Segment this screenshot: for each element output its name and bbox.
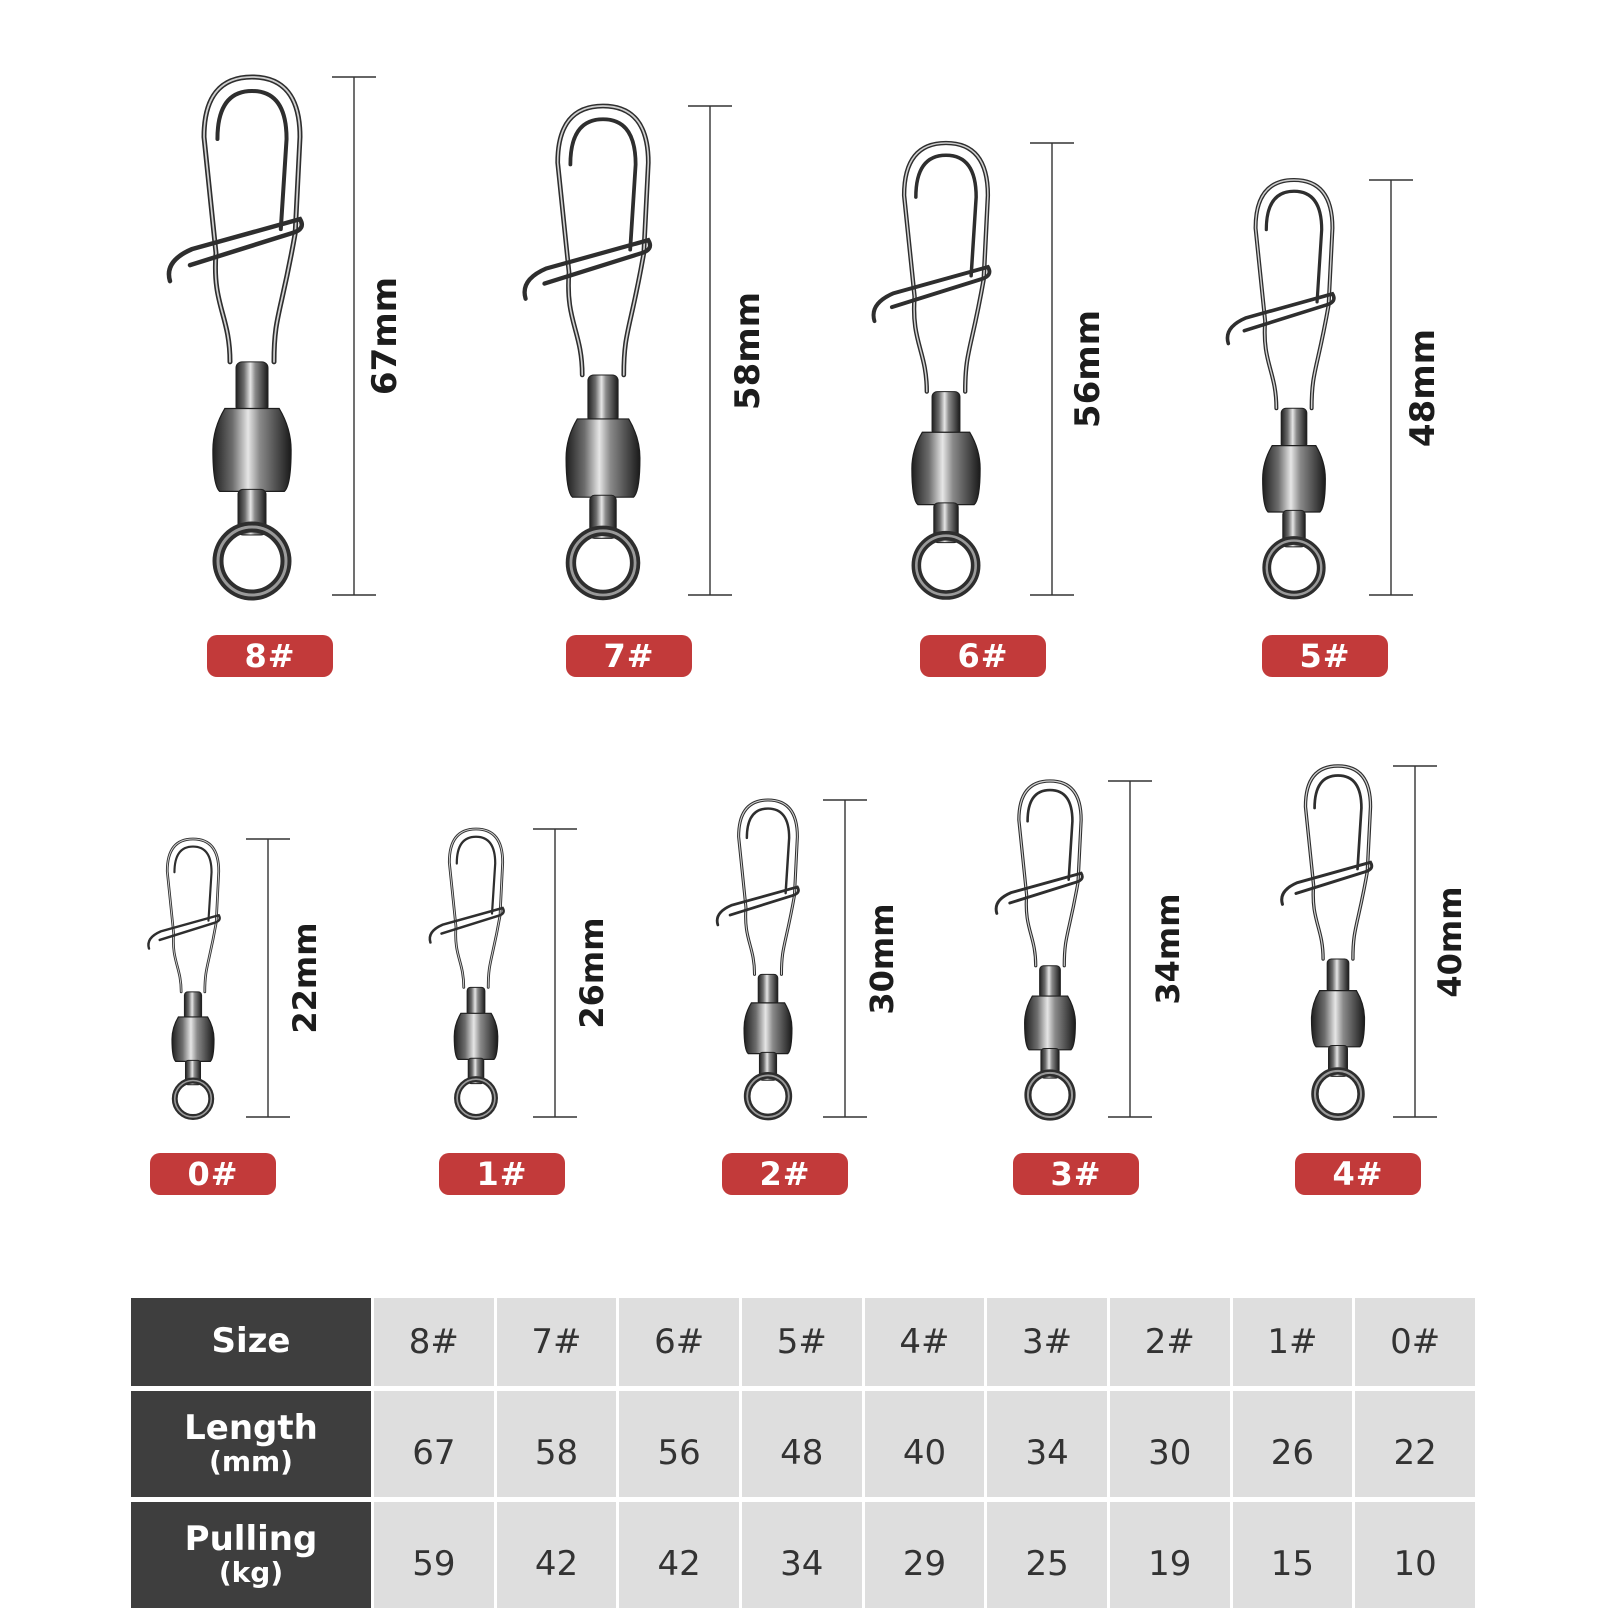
length-label: 40mm — [1431, 885, 1469, 998]
length-cell: 22 — [1355, 1391, 1475, 1497]
length-cell: 34 — [987, 1391, 1107, 1497]
swivel-3 — [1227, 180, 1333, 595]
size-cell: 7# — [497, 1298, 617, 1386]
pulling-header — [131, 1502, 371, 1608]
swivel-barrel — [172, 1017, 214, 1061]
pulling-cell: 10 — [1355, 1502, 1475, 1608]
swivel-2 — [874, 143, 990, 595]
pulling-cell: 25 — [987, 1502, 1107, 1608]
swivel-neck — [467, 987, 485, 1015]
length-label: 58mm — [728, 291, 768, 410]
swivel-barrel — [1263, 446, 1326, 512]
length-label: 67mm — [365, 276, 405, 396]
pulling-cell: 59 — [374, 1502, 494, 1608]
pulling-cell: 42 — [619, 1502, 739, 1608]
size-badge: 5# — [1262, 635, 1388, 677]
pulling-cell: 15 — [1233, 1502, 1353, 1608]
swivel-6 — [717, 800, 798, 1117]
size-badge: 2# — [722, 1153, 848, 1195]
swivel-barrel — [744, 1003, 792, 1054]
swivel-barrel — [213, 409, 291, 492]
swivel-neck — [588, 375, 618, 423]
swivel-8 — [1282, 766, 1372, 1117]
length-unit-label: (mm) — [209, 1445, 293, 1479]
swivel-neck — [758, 974, 778, 1005]
swivel-neck — [932, 392, 960, 436]
size-badge: 3# — [1013, 1153, 1139, 1195]
length-cell: 26 — [1233, 1391, 1353, 1497]
swivel-barrel — [566, 419, 640, 497]
size-cell: 2# — [1110, 1298, 1230, 1386]
size-cell: 1# — [1233, 1298, 1353, 1386]
size-header-label: Size — [211, 1321, 291, 1362]
swivel-barrel — [1312, 991, 1365, 1047]
length-label: 48mm — [1403, 328, 1443, 447]
pulling-cell: 34 — [742, 1502, 862, 1608]
size-cell: 3# — [987, 1298, 1107, 1386]
size-badge: 6# — [920, 635, 1046, 677]
swivels-layer — [148, 77, 1371, 1117]
length-header — [131, 1391, 371, 1497]
swivel-barrel — [1025, 996, 1076, 1050]
length-label: 56mm — [1068, 309, 1108, 429]
table-row-length — [131, 1391, 1475, 1497]
spec-table — [128, 1293, 1478, 1613]
length-cell: 40 — [865, 1391, 985, 1497]
size-badge: 1# — [439, 1153, 565, 1195]
table-row-size — [131, 1298, 1475, 1386]
length-label: 26mm — [573, 917, 611, 1029]
swivel-barrel — [912, 432, 980, 504]
length-label: 30mm — [863, 902, 901, 1015]
length-header-label: Length — [184, 1408, 318, 1449]
pulling-cell: 19 — [1110, 1502, 1230, 1608]
length-cell: 58 — [497, 1391, 617, 1497]
size-cell: 8# — [374, 1298, 494, 1386]
swivel-neck — [1327, 959, 1349, 993]
size-cell: 4# — [865, 1298, 985, 1386]
pulling-cell: 29 — [865, 1502, 985, 1608]
size-badge: 8# — [207, 635, 333, 677]
swivel-0 — [169, 77, 302, 595]
swivel-neck — [1040, 966, 1061, 999]
pulling-cell: 42 — [497, 1502, 617, 1608]
swivel-neck — [236, 362, 268, 413]
swivel-1 — [525, 106, 650, 595]
size-cell: 6# — [619, 1298, 739, 1386]
size-badge: 7# — [566, 635, 692, 677]
swivel-neck — [184, 992, 201, 1019]
size-header — [131, 1298, 371, 1386]
length-cell: 56 — [619, 1391, 739, 1497]
swivel-4 — [148, 839, 219, 1117]
table-row-pulling — [131, 1502, 1475, 1608]
pulling-header-label: Pulling — [184, 1519, 318, 1560]
length-label: 22mm — [286, 922, 324, 1034]
length-cell: 48 — [742, 1391, 862, 1497]
swivel-5 — [430, 829, 504, 1117]
pulling-unit-label: (kg) — [218, 1556, 284, 1590]
swivel-barrel — [454, 1013, 497, 1059]
length-cell: 30 — [1110, 1391, 1230, 1497]
size-badge: 0# — [150, 1153, 276, 1195]
length-cell: 67 — [374, 1391, 494, 1497]
length-label: 34mm — [1149, 893, 1187, 1005]
size-cell: 0# — [1355, 1298, 1475, 1386]
size-badge: 4# — [1295, 1153, 1421, 1195]
dimension-lines-layer — [246, 77, 1437, 1117]
swivel-neck — [1281, 408, 1307, 449]
size-cell: 5# — [742, 1298, 862, 1386]
swivel-7 — [996, 781, 1082, 1117]
